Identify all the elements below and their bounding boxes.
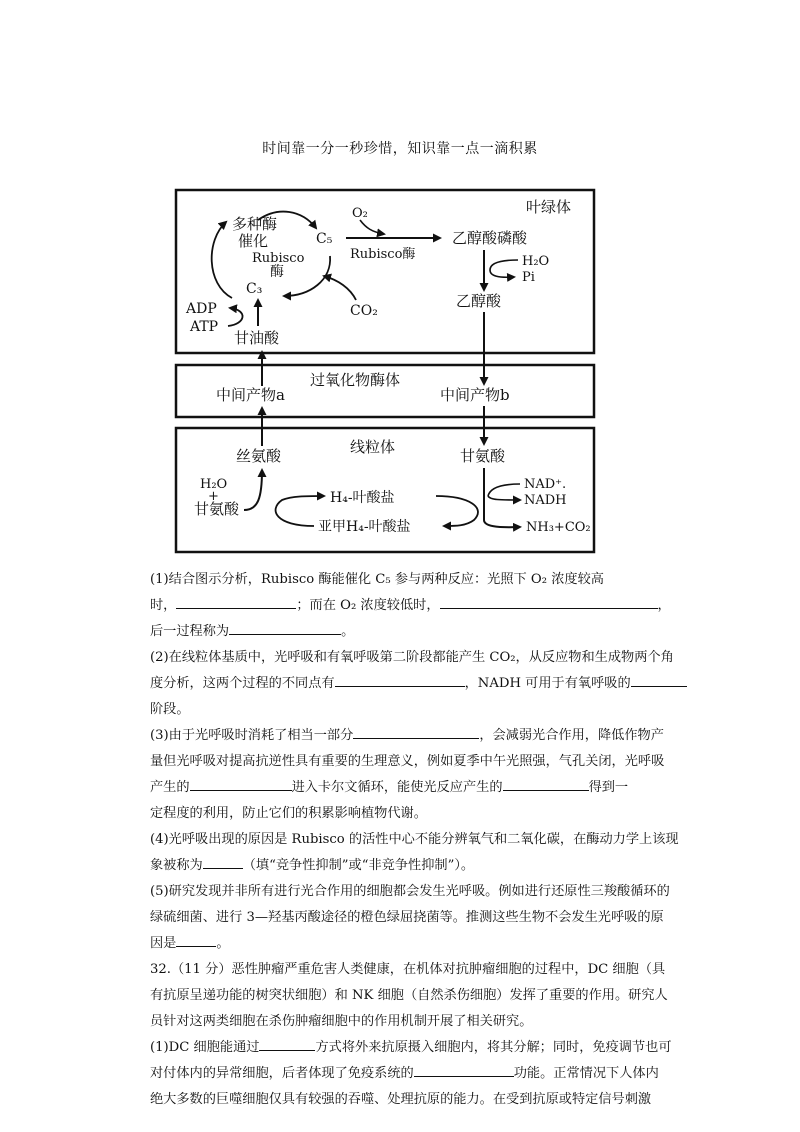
enzyme-text-2: 催化 bbox=[238, 232, 269, 250]
q3-line3-mid: 进入卡尔文循环，能使光反应产生的 bbox=[291, 780, 503, 795]
q32-1-line1 bbox=[150, 1035, 680, 1061]
q4-line2 bbox=[150, 853, 680, 879]
enzyme-text-1: 多种酶 bbox=[232, 215, 278, 233]
glycerate-label: 甘油酸 bbox=[234, 329, 280, 347]
q32-1-line3: 绝大多数的巨噬细胞仅具有较强的吞噬、处理抗原的能力。在受到抗原或特定信号刺激 bbox=[150, 1092, 652, 1107]
q3-line3 bbox=[150, 775, 680, 801]
pi-output-arrow bbox=[490, 270, 514, 277]
peroxisome-label: 过氧化物酶体 bbox=[310, 371, 401, 389]
methylene-to-thf-arrow bbox=[276, 496, 324, 526]
nh3-co2-label: NH₃+CO₂ bbox=[526, 520, 591, 535]
q1-blank-process-name[interactable] bbox=[229, 619, 341, 635]
q1-line2 bbox=[150, 593, 680, 619]
glycine-label: 甘氨酸 bbox=[460, 447, 506, 465]
h2o-left-label: H₂O bbox=[200, 477, 228, 492]
q32-1-line2-end: 功能。正常情况下人体内 bbox=[513, 1066, 659, 1081]
atp-adp-coupling-arrow bbox=[228, 308, 243, 326]
atp-label: ATP bbox=[190, 319, 219, 335]
pi-label: Pi bbox=[522, 270, 535, 285]
q1-line2-mid: ；而在 O₂ 浓度较低时， bbox=[296, 598, 440, 613]
q32-1-line1-end: 方式将外来抗原摄入细胞内，将其分解；同时，免疫调节也可 bbox=[315, 1040, 672, 1055]
q2-blank-differences[interactable] bbox=[335, 671, 465, 687]
o2-label: O₂ bbox=[352, 206, 368, 221]
q32-line1: 32.（11 分）恶性肿瘤严重危害人类健康，在机体对抗肿瘤细胞的过程中，DC 细胞（具 bbox=[150, 962, 666, 977]
glycolate-label: 乙醇酸 bbox=[456, 292, 502, 310]
q3-line4: 定程度的利用，防止它们的积累影响植物代谢。 bbox=[150, 806, 427, 821]
glycine-left-label: 甘氨酸 bbox=[194, 500, 240, 518]
q1-line3-prefix: 后一过程称为 bbox=[150, 624, 230, 639]
questions-section bbox=[150, 567, 680, 1113]
q3-blank-consumed[interactable] bbox=[353, 723, 479, 739]
intermediate-b-label: 中间产物b bbox=[440, 386, 510, 404]
q5-line3 bbox=[150, 931, 680, 957]
photorespiration-diagram bbox=[0, 0, 800, 560]
co2-label: CO₂ bbox=[350, 303, 378, 319]
c5-label: C₅ bbox=[316, 231, 333, 247]
q1-line1: (1)结合图示分析，Rubisco 酶能催化 C₅ 参与两种反应：光照下 O₂ 浓度较高 bbox=[150, 572, 604, 587]
q2-line1: (2)在线粒体基质中，光呼吸和有氧呼吸第二阶段都能产生 CO₂，从反应物和生成物两个角 bbox=[150, 650, 674, 665]
q32-line3: 员针对这两类细胞在杀伤肿瘤细胞中的作用机制开展了相关研究。 bbox=[150, 1014, 533, 1029]
intermediate-a-label: 中间产物a bbox=[216, 386, 285, 404]
h2o-input-arrow bbox=[490, 260, 518, 270]
glycine-to-serine-arrow bbox=[244, 470, 262, 510]
plus-label: + bbox=[208, 489, 219, 504]
q5-line1: (5)研究发现并非所有进行光合作用的细胞都会发生光呼吸。例如进行还原性三羧酸循环的 bbox=[150, 884, 670, 899]
q5-blank-reason[interactable] bbox=[176, 931, 216, 947]
q2-line2-mid: ，NADH 可用于有氧呼吸的 bbox=[464, 676, 631, 691]
q3-blank-light-products[interactable] bbox=[503, 775, 589, 791]
q1-line3-end: 。 bbox=[341, 624, 355, 639]
nad-plus-label: NAD⁺. bbox=[524, 477, 567, 492]
thf-to-methylene-arrow bbox=[436, 496, 478, 526]
methylene-thf-label: 亚甲H₄-叶酸盐 bbox=[318, 519, 411, 535]
q32-1-line2 bbox=[150, 1061, 680, 1087]
q4-line2-prefix: 象被称为 bbox=[150, 858, 203, 873]
q3-blank-produced[interactable] bbox=[190, 775, 292, 791]
q32-1-line2-prefix: 对付体内的异常细胞，后者体现了免疫系统的 bbox=[150, 1066, 414, 1081]
chloroplast-label: 叶绿体 bbox=[526, 198, 572, 216]
page-header-motto: 时间靠一分一秒珍惜，知识靠一点一滴积累 bbox=[262, 141, 538, 157]
co2-input-arrow bbox=[324, 276, 356, 300]
adp-label: ADP bbox=[186, 301, 217, 317]
h2o-label: H₂O bbox=[522, 254, 550, 269]
q1-line2-prefix: 时， bbox=[150, 598, 177, 613]
q4-line1: (4)光呼吸出现的原因是 Rubisco 的活性中心不能分辨氧气和二氧化碳，在酶动力学上该现 bbox=[150, 832, 679, 847]
q3-line2: 量但光呼吸对提高抗逆性具有重要的生理意义，例如夏季中午光照强，气孔关闭，光呼吸 bbox=[150, 754, 665, 769]
q2-line3: 阶段。 bbox=[150, 702, 190, 717]
serine-label: 丝氨酸 bbox=[236, 447, 282, 465]
q32-1-line1-prefix: (1)DC 细胞能通过 bbox=[150, 1040, 260, 1055]
q32-1-blank-function[interactable] bbox=[414, 1061, 514, 1077]
q2-blank-stage[interactable] bbox=[631, 671, 687, 687]
q1-line3 bbox=[150, 619, 680, 645]
q2-line2-prefix: 度分析，这两个过程的不同点有 bbox=[150, 676, 335, 691]
q3-line1-end: ，会减弱光合作用，降低作物产 bbox=[479, 728, 664, 743]
q3-line1-prefix: (3)由于光呼吸时消耗了相当一部分 bbox=[150, 728, 354, 743]
q5-line3-end: 。 bbox=[216, 936, 230, 951]
rubisco-enzyme-label: Rubisco酶 bbox=[350, 247, 416, 262]
cycle-arrow-left bbox=[212, 222, 232, 298]
rubisco-label-line2: 酶 bbox=[270, 264, 284, 280]
q5-line2: 绿硫细菌、进行 3—羟基丙酸途径的橙色绿屈挠菌等。推测这些生物不会发生光呼吸的原 bbox=[150, 910, 664, 925]
nadh-label: NADH bbox=[524, 493, 567, 508]
q3-line3-prefix: 产生的 bbox=[150, 780, 190, 795]
mitochondrion-label: 线粒体 bbox=[350, 438, 396, 456]
nad-input-arrow bbox=[488, 484, 520, 496]
o2-input-arrow bbox=[360, 220, 384, 234]
q3-line3-end: 得到一 bbox=[588, 780, 629, 795]
q32-line2: 有抗原呈递功能的树突状细胞）和 NK 细胞（自然杀伤细胞）发挥了重要的作用。研究人 bbox=[150, 988, 668, 1003]
q5-line3-prefix: 因是 bbox=[150, 936, 177, 951]
rubisco-label-line1: Rubisco bbox=[252, 251, 305, 266]
q1-blank-low-o2[interactable] bbox=[440, 593, 658, 609]
c3-label: C₃ bbox=[246, 281, 263, 297]
glycolate-phosphate-label: 乙醇酸磷酸 bbox=[452, 229, 528, 247]
q4-line2-end: （填“竞争性抑制”或“非竞争性抑制”）。 bbox=[242, 858, 475, 873]
q3-line1 bbox=[150, 723, 680, 749]
q1-blank-high-o2[interactable] bbox=[176, 593, 296, 609]
q4-blank-inhibition-type[interactable] bbox=[203, 853, 243, 869]
nadh-output-arrow bbox=[488, 496, 520, 500]
q2-line2 bbox=[150, 671, 680, 697]
q32-1-blank-uptake[interactable] bbox=[259, 1035, 315, 1051]
thf-label: H₄-叶酸盐 bbox=[330, 490, 395, 506]
q1-line2-end: ， bbox=[657, 598, 671, 613]
